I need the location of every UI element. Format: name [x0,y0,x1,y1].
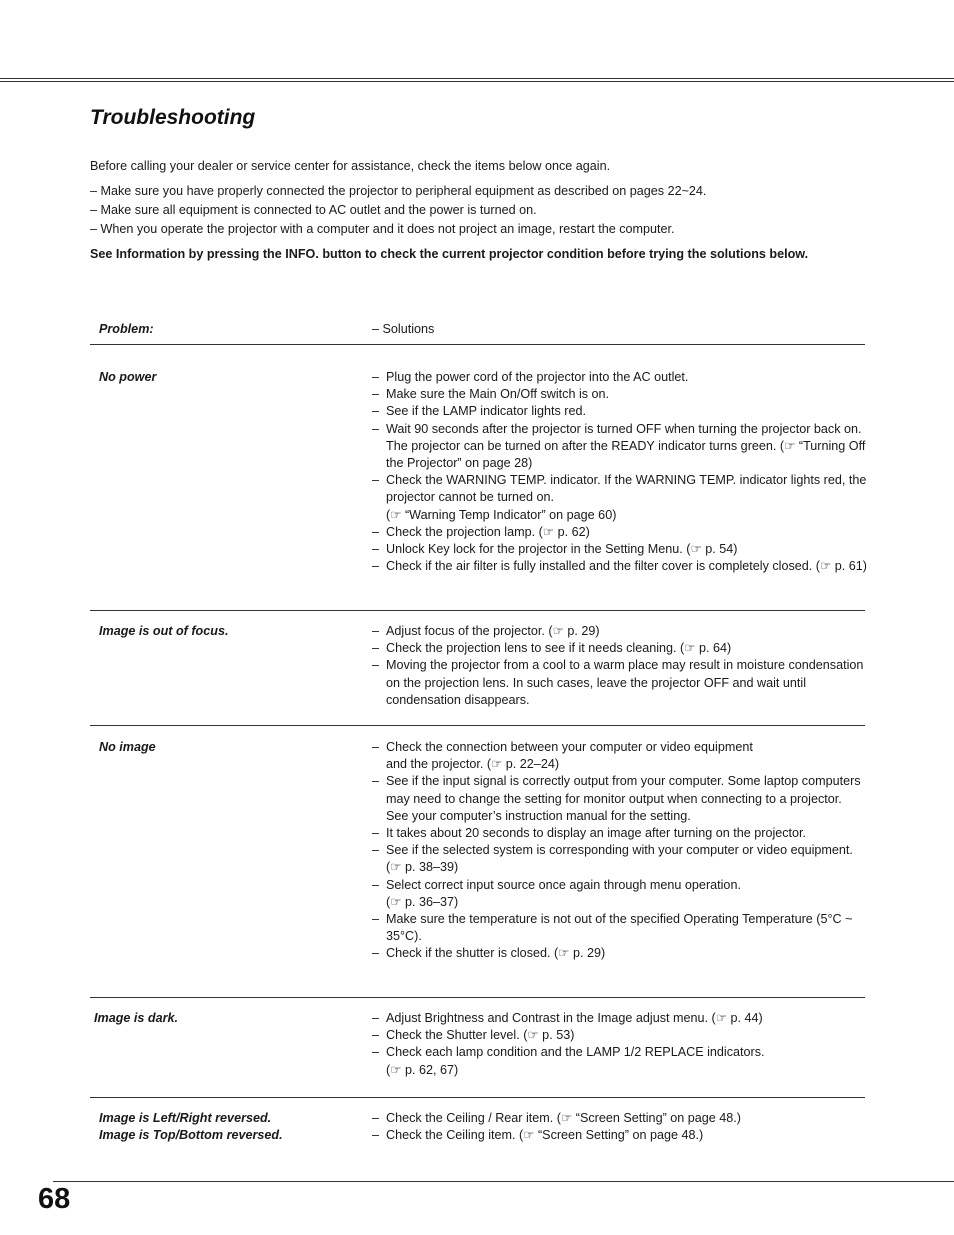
dash-marker: – [372,658,380,673]
problem-text: Image is dark. [94,1011,178,1025]
dash-marker: – [372,542,380,557]
checklist-item: – Make sure all equipment is connected to AC outlet and the power is turned on. [90,203,537,217]
solution-text: See if the LAMP indicator lights red. [386,404,586,419]
dash-marker: – [372,1028,380,1043]
problem-text: Image is Top/Bottom reversed. [99,1128,283,1143]
solution-text: Check the Ceiling / Rear item. (☞ “Screen Setting” on page 48.) [386,1111,741,1125]
solution-item [372,472,867,524]
solution-item [372,386,867,403]
table-divider [90,997,865,998]
problem-label [99,1110,359,1144]
dash-marker: – [372,370,380,384]
solution-item [372,739,867,773]
solution-text: Adjust focus of the projector. (☞ p. 29) [386,624,600,638]
dash-marker: – [372,1128,380,1143]
solution-text: Check the Shutter level. (☞ p. 53) [386,1028,575,1043]
solution-item [372,773,867,825]
dash-marker: – [372,641,380,656]
problem-column-header: Problem: [99,322,154,336]
dash-marker: – [372,912,380,927]
solution-item [372,825,867,842]
solution-item [372,911,867,945]
dash-marker: – [372,421,380,436]
solutions-list [372,369,867,575]
solutions-list [372,623,867,709]
problem-label [99,369,359,386]
dash-marker: – [372,1045,380,1060]
info-notice: See Information by pressing the INFO. button to check the current projector condition before trying the solutions below. [90,247,809,261]
solution-text: Check the Ceiling item. (☞ “Screen Setting” on page 48.) [386,1128,704,1143]
solution-text: See if the input signal is correctly output from your computer. Some laptop computers may need to change the setting for monitor output when connecting to a projector. See your computer’s instruction manual for the setting. [386,774,861,823]
checklist [90,182,880,239]
dash-marker: – [372,1111,380,1125]
dash-marker: – [372,473,380,488]
solution-text: It takes about 20 seconds to display an image after turning on the projector. [386,826,807,841]
solution-item [372,558,867,575]
problem-text: Image is Left/Right reversed. [99,1111,272,1125]
dash-marker: – [372,877,380,892]
dash-marker: – [372,826,380,841]
checklist-item: – Make sure you have properly connected the projector to peripheral equipment as described on pages 22~24. [90,184,707,198]
solution-item [372,945,867,962]
dash-marker: – [372,1011,380,1025]
solution-text: Check each lamp condition and the LAMP 1/2 REPLACE indicators. (☞ p. 62, 67) [386,1045,765,1077]
dash-marker: – [372,740,380,754]
solution-text: Check the WARNING TEMP. indicator. If the WARNING TEMP. indicator lights red, the projector cannot be turned on. (☞ “Warning Temp Indicator” on page 60) [386,473,867,522]
solution-item [372,657,867,709]
solution-item [372,1010,867,1027]
solution-item [372,623,867,640]
dash-marker: – [372,387,380,402]
page-number: 68 [38,1183,71,1215]
solution-text: Check if the air filter is fully installed and the filter cover is completely closed. (☞ p. 61) [386,559,867,574]
problem-text: Image is out of focus. [99,624,229,638]
solution-text: Check the connection between your computer or video equipment and the projector. (☞ p. 22–24) [386,740,753,772]
solution-text: Wait 90 seconds after the projector is turned OFF when turning the projector back on. The projector can be turned on after the READY indicator turns green. (☞ “Turning Off the Projector” on page 28) [386,421,866,471]
solutions-column-header: – Solutions [372,322,435,336]
dash-marker: – [372,946,380,961]
solutions-list [372,1110,867,1144]
solution-text: Moving the projector from a cool to a warm place may result in moisture condensation on the projection lens. In such cases, leave the projector OFF and wait until condensation disappears. [386,658,864,707]
problem-label [99,623,359,640]
solution-text: Check if the shutter is closed. (☞ p. 29) [386,946,606,961]
footer-rule [53,1181,954,1182]
solution-item [372,842,867,876]
solution-text: Make sure the Main On/Off switch is on. [386,387,610,402]
page-title: Troubleshooting [90,106,256,129]
solution-item [372,1027,867,1044]
solution-text: Make sure the temperature is not out of the specified Operating Temperature (5°C ~ 35°C). [386,912,853,944]
solution-text: Adjust Brightness and Contrast in the Image adjust menu. (☞ p. 44) [386,1011,763,1025]
table-divider [90,344,865,345]
solution-item [372,1127,867,1144]
top-rule [0,78,954,79]
solution-item [372,1110,867,1127]
solution-text: Plug the power cord of the projector into the AC outlet. [386,370,689,384]
table-divider [90,610,865,611]
problem-text: No power [99,370,157,384]
intro-paragraph: Before calling your dealer or service center for assistance, check the items below once again. [90,159,611,173]
solution-text: Select correct input source once again through menu operation. (☞ p. 36–37) [386,877,741,909]
table-divider [90,725,865,726]
solution-item [372,1044,867,1078]
solutions-list [372,739,867,963]
dash-marker: – [372,624,380,638]
dash-marker: – [372,774,380,789]
table-divider [90,1097,865,1098]
solution-item [372,421,867,473]
problem-label [94,1010,354,1027]
solution-text: Check the projection lens to see if it needs cleaning. (☞ p. 64) [386,641,732,656]
solution-text: Unlock Key lock for the projector in the Setting Menu. (☞ p. 54) [386,542,738,557]
solution-item [372,403,867,420]
dash-marker: – [372,559,380,574]
solution-item [372,524,867,541]
solution-item [372,877,867,911]
dash-marker: – [372,843,380,858]
problem-label [99,739,359,756]
dash-marker: – [372,524,380,539]
solution-text: See if the selected system is corresponding with your computer or video equipment. (☞ p. 38–39) [386,843,853,875]
solution-item [372,369,867,386]
problem-text: No image [99,740,156,754]
top-rule [0,81,954,82]
checklist-item: – When you operate the projector with a computer and it does not project an image, restart the computer. [90,222,675,236]
solution-text: Check the projection lamp. (☞ p. 62) [386,524,590,539]
solutions-list [372,1010,867,1079]
solution-item [372,541,867,558]
solution-item [372,640,867,657]
dash-marker: – [372,404,380,419]
